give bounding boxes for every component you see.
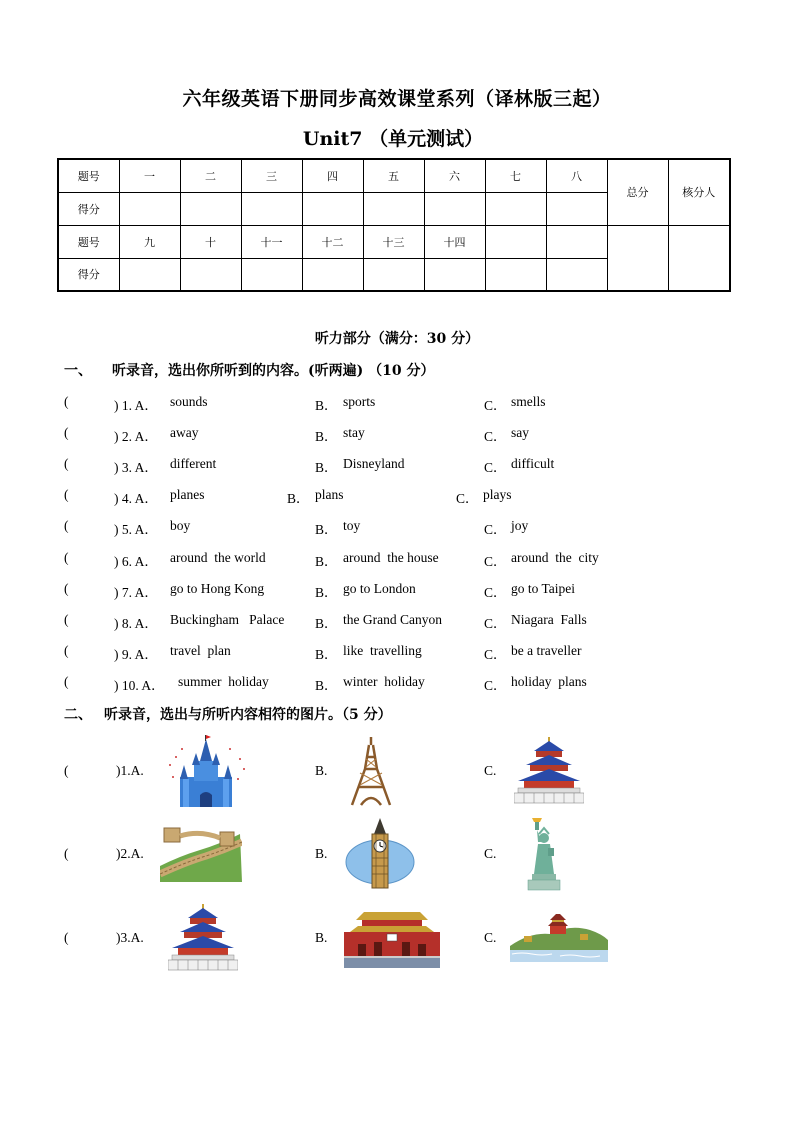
option-c-label: C． (456, 491, 479, 506)
answer-paren[interactable]: ( (64, 581, 69, 596)
question-row (64, 487, 744, 509)
option-a: away (170, 425, 199, 440)
score-header-cell: 六 (424, 159, 485, 192)
score-cell (119, 258, 180, 291)
question-row (64, 612, 744, 634)
option-c: joy (511, 518, 529, 533)
option-a: summer holiday (178, 674, 269, 689)
option-c-label: C. (484, 846, 497, 861)
score-row-label: 得分 (58, 258, 119, 291)
picture-question-row (64, 735, 744, 815)
score-header-cell: 九 (119, 225, 180, 258)
option-b: like travelling (343, 643, 422, 658)
question-number: )3.A. (116, 930, 144, 945)
question-number: ) 3. A． (114, 460, 158, 475)
score-cell (485, 192, 546, 225)
big-ben-image[interactable] (344, 818, 416, 890)
score-cell (241, 258, 302, 291)
part2-title: 听录音，选出与所听内容相符的图片。（5 分） (104, 707, 392, 723)
option-a: Buckingham Palace (170, 612, 285, 627)
score-cell (363, 192, 424, 225)
option-c-label: C． (484, 554, 507, 569)
option-c-label: C． (484, 585, 507, 600)
option-c: be a traveller (511, 643, 582, 658)
total-score-label: 总分 (607, 159, 668, 225)
score-header-cell: 十二 (302, 225, 363, 258)
score-header-cell: 二 (180, 159, 241, 192)
option-b-label: B. (315, 930, 328, 945)
option-c: go to Taipei (511, 581, 576, 596)
option-a: around the world (170, 550, 266, 565)
option-c-label: C． (484, 429, 507, 444)
question-number: ) 5. A． (114, 522, 158, 537)
option-b: the Grand Canyon (343, 612, 442, 627)
score-cell (180, 258, 241, 291)
score-header-cell: 三 (241, 159, 302, 192)
score-header-cell: 十一 (241, 225, 302, 258)
question-row (64, 581, 744, 603)
question-row (64, 674, 744, 696)
option-c: Niagara Falls (511, 612, 587, 627)
score-cell (119, 192, 180, 225)
part1-number: 一、 (64, 363, 92, 379)
option-c-label: C． (484, 616, 507, 631)
score-cell (546, 258, 607, 291)
option-c-label: C． (484, 460, 507, 475)
option-b-label: B． (315, 522, 338, 537)
score-header-cell: 七 (485, 159, 546, 192)
question-row (64, 518, 744, 540)
question-row (64, 456, 744, 478)
answer-paren[interactable]: ( (64, 674, 69, 689)
option-c-label: C． (484, 522, 507, 537)
answer-paren[interactable]: ( (64, 763, 69, 778)
score-cell (302, 192, 363, 225)
option-b: Disneyland (343, 456, 405, 471)
score-header-cell: 十 (180, 225, 241, 258)
question-row (64, 425, 744, 447)
picture-question-row (64, 902, 744, 982)
option-c-label: C. (484, 763, 497, 778)
option-c: around the city (511, 550, 599, 565)
option-b-label: B． (315, 429, 338, 444)
answer-paren[interactable]: ( (64, 456, 69, 471)
option-c: smells (511, 394, 546, 409)
option-a: different (170, 456, 217, 471)
statue-of-liberty-image[interactable] (520, 818, 570, 892)
score-row-label: 题号 (58, 225, 119, 258)
question-number: )2.A. (116, 846, 144, 861)
score-row-label: 题号 (58, 159, 119, 192)
part2-number: 二、 (64, 707, 92, 723)
option-c: plays (483, 487, 512, 502)
summer-palace-image[interactable] (510, 910, 608, 962)
answer-paren[interactable]: ( (64, 550, 69, 565)
option-b: plans (315, 487, 344, 502)
score-cell (424, 258, 485, 291)
question-row (64, 394, 744, 416)
question-number: ) 6. A． (114, 554, 158, 569)
castle-image[interactable] (164, 735, 248, 809)
question-number: ) 7. A． (114, 585, 158, 600)
option-b-label: B． (315, 678, 338, 693)
option-a: sounds (170, 394, 208, 409)
option-b-label: B． (287, 491, 310, 506)
question-number: ) 10. A． (114, 678, 165, 693)
option-b: toy (343, 518, 361, 533)
option-b-label: B. (315, 763, 328, 778)
option-b: winter holiday (343, 674, 425, 689)
question-row (64, 550, 744, 572)
score-header-cell: 五 (363, 159, 424, 192)
score-header-cell: 四 (302, 159, 363, 192)
question-number: ) 2. A． (114, 429, 158, 444)
page-title: 六年级英语下册同步高效课堂系列（译林版三起） (182, 88, 612, 110)
score-cell (302, 258, 363, 291)
option-b: sports (343, 394, 376, 409)
temple-of-heaven-image[interactable] (168, 902, 238, 972)
question-number: ) 1. A． (114, 398, 158, 413)
option-a: travel plan (170, 643, 231, 658)
score-header-cell (485, 225, 546, 258)
score-header-cell: 八 (546, 159, 607, 192)
answer-paren[interactable]: ( (64, 518, 69, 533)
page-subtitle: Unit7 （单元测试） (302, 128, 484, 150)
option-c-label: C． (484, 647, 507, 662)
checker-cell (668, 225, 730, 291)
option-c-label: C． (484, 398, 507, 413)
option-b-label: B． (315, 647, 338, 662)
picture-question-row (64, 818, 744, 898)
question-number: )1.A. (116, 763, 144, 778)
great-wall-image[interactable] (160, 826, 242, 882)
option-c: say (511, 425, 529, 440)
listening-heading: 听力部分（满分：30 分） (314, 331, 480, 347)
score-cell (424, 192, 485, 225)
option-b-label: B. (315, 846, 328, 861)
score-cell (363, 258, 424, 291)
option-a: go to Hong Kong (170, 581, 265, 596)
option-b: stay (343, 425, 365, 440)
answer-paren[interactable]: ( (64, 612, 69, 627)
answer-paren[interactable]: ( (64, 425, 69, 440)
total-score-cell (607, 225, 668, 291)
option-b-label: B． (315, 585, 338, 600)
option-b: go to London (343, 581, 416, 596)
option-a: boy (170, 518, 191, 533)
question-number: ) 9. A． (114, 647, 158, 662)
option-c: holiday plans (511, 674, 587, 689)
answer-paren[interactable]: ( (64, 487, 69, 502)
option-b-label: B． (315, 398, 338, 413)
score-cell (485, 258, 546, 291)
question-row (64, 643, 744, 665)
answer-paren[interactable]: ( (64, 394, 69, 409)
option-c-label: C. (484, 930, 497, 945)
part2-heading (64, 704, 392, 724)
option-b-label: B． (315, 460, 338, 475)
eiffel-tower-image[interactable] (344, 735, 398, 807)
score-header-cell: 十三 (363, 225, 424, 258)
question-number: ) 4. A． (114, 491, 158, 506)
part1-heading (64, 360, 434, 380)
score-header-cell: 十四 (424, 225, 485, 258)
option-b-label: B． (315, 616, 338, 631)
score-cell (180, 192, 241, 225)
option-a: planes (170, 487, 205, 502)
option-c-label: C． (484, 678, 507, 693)
answer-paren[interactable]: ( (64, 846, 69, 861)
temple-of-heaven-image[interactable] (514, 735, 584, 805)
tiananmen-image[interactable] (344, 910, 440, 968)
answer-paren[interactable]: ( (64, 643, 69, 658)
answer-paren[interactable]: ( (64, 930, 69, 945)
score-header-cell (546, 225, 607, 258)
checker-label: 核分人 (668, 159, 730, 225)
option-b: around the house (343, 550, 439, 565)
score-row-label: 得分 (58, 192, 119, 225)
part1-title: 听录音，选出你所听到的内容。(听两遍) （10 分） (112, 363, 435, 379)
option-b-label: B． (315, 554, 338, 569)
score-table (57, 158, 731, 292)
score-cell (241, 192, 302, 225)
score-header-cell: 一 (119, 159, 180, 192)
question-number: ) 8. A． (114, 616, 158, 631)
score-cell (546, 192, 607, 225)
option-c: difficult (511, 456, 555, 471)
